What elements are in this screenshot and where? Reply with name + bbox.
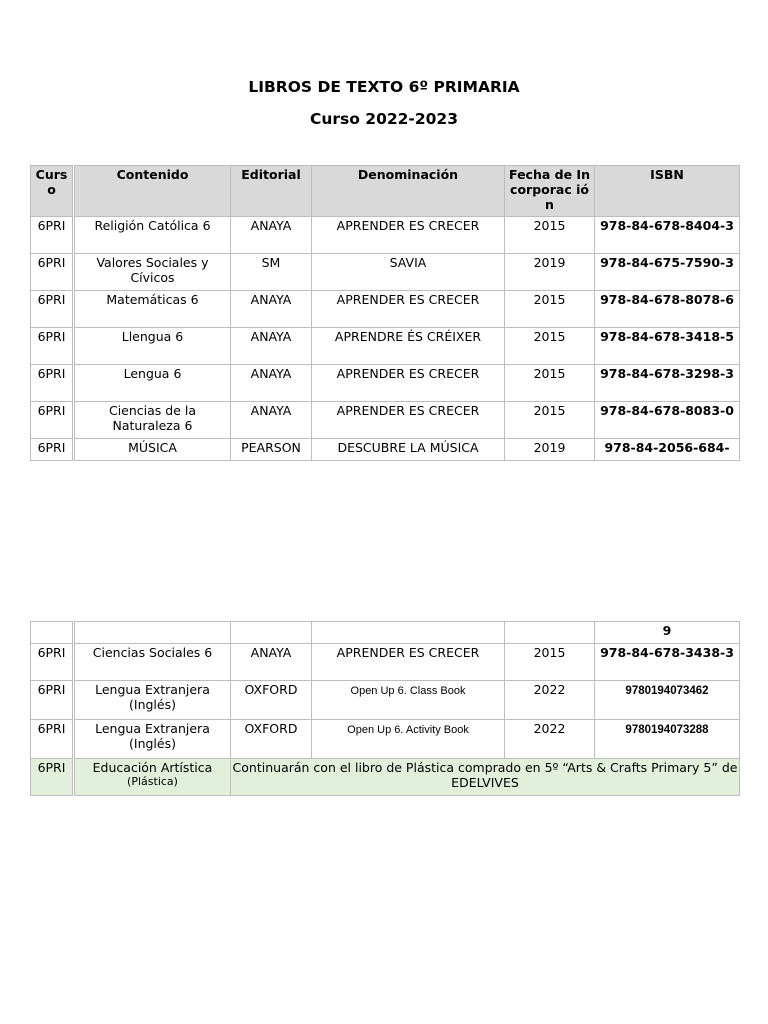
cell-curso: 6PRI	[31, 365, 74, 402]
cell-contenido: Lengua Extranjera (Inglés)	[74, 720, 231, 759]
cell-fecha: 2022	[505, 720, 595, 759]
cell-contenido: Llengua 6	[74, 328, 231, 365]
cell-contenido: Ciencias Sociales 6	[74, 644, 231, 681]
cell-curso: 6PRI	[31, 291, 74, 328]
cell-denominacion: APRENDER ES CRECER	[312, 365, 505, 402]
cell-isbn: 978-84-2056-684-	[595, 439, 740, 461]
table-row	[31, 439, 740, 461]
cell-editorial	[231, 622, 312, 644]
cell-fecha: 2015	[505, 644, 595, 681]
cell-denominacion: DESCUBRE LA MÚSICA	[312, 439, 505, 461]
cell-fecha: 2015	[505, 402, 595, 439]
cell-isbn: 978-84-675-7590-3	[595, 254, 740, 291]
document-title: LIBROS DE TEXTO 6º PRIMARIA	[248, 78, 520, 96]
cell-editorial: ANAYA	[231, 328, 312, 365]
cell-editorial: OXFORD	[231, 681, 312, 720]
cell-isbn: 978-84-678-8083-0	[595, 402, 740, 439]
cell-contenido: MÚSICA	[74, 439, 231, 461]
cell-denominacion: APRENDER ES CRECER	[312, 217, 505, 254]
cell-fecha: 2019	[505, 439, 595, 461]
cell-isbn: 9	[595, 622, 740, 644]
cell-curso: 6PRI	[31, 720, 74, 759]
table-header-row	[31, 166, 740, 217]
table-row	[31, 291, 740, 328]
cell-curso: 6PRI	[31, 217, 74, 254]
table-row	[31, 402, 740, 439]
cell-contenido: Lengua Extranjera (Inglés)	[74, 681, 231, 720]
cell-note: Continuarán con el libro de Plástica comprado en 5º “Arts & Crafts Primary 5” de EDELVIVES	[231, 759, 740, 796]
cell-contenido: Religión Católica 6	[74, 217, 231, 254]
table-row	[31, 217, 740, 254]
cell-curso: 6PRI	[31, 439, 74, 461]
table-row	[31, 720, 740, 759]
table-row	[31, 328, 740, 365]
cell-editorial: OXFORD	[231, 720, 312, 759]
cell-contenido-main: Educación Artística	[92, 760, 213, 775]
cell-fecha: 2015	[505, 328, 595, 365]
cell-contenido: Matemáticas 6	[74, 291, 231, 328]
cell-denominacion: APRENDER ES CRECER	[312, 644, 505, 681]
cell-fecha	[505, 622, 595, 644]
cell-contenido-sub: (Plástica)	[127, 775, 178, 788]
cell-contenido: Ciencias de la Naturaleza 6	[74, 402, 231, 439]
table-row	[31, 365, 740, 402]
cell-editorial: ANAYA	[231, 402, 312, 439]
cell-denominacion: Open Up 6. Class Book	[312, 681, 505, 720]
cell-curso: 6PRI	[31, 681, 74, 720]
cell-isbn: 978-84-678-3438-3	[595, 644, 740, 681]
cell-editorial: SM	[231, 254, 312, 291]
cell-curso: 6PRI	[31, 402, 74, 439]
cell-curso	[31, 622, 74, 644]
cell-denominacion: APRENDER ES CRECER	[312, 291, 505, 328]
cell-fecha: 2015	[505, 217, 595, 254]
cell-isbn: 978-84-678-3298-3	[595, 365, 740, 402]
cell-curso: 6PRI	[31, 254, 74, 291]
table-row	[31, 644, 740, 681]
cell-contenido: Valores Sociales y Cívicos	[74, 254, 231, 291]
header-fecha: Fecha de Incorporac ión	[505, 166, 595, 217]
header-editorial: Editorial	[231, 166, 312, 217]
cell-editorial: ANAYA	[231, 217, 312, 254]
cell-fecha: 2015	[505, 365, 595, 402]
document-subtitle: Curso 2022-2023	[309, 110, 459, 128]
cell-fecha: 2015	[505, 291, 595, 328]
table-row-artistica	[31, 759, 740, 796]
cell-editorial: ANAYA	[231, 644, 312, 681]
cell-denominacion	[312, 622, 505, 644]
cell-denominacion: APRENDER ES CRECER	[312, 402, 505, 439]
cell-contenido	[74, 622, 231, 644]
table-row-continuation	[31, 622, 740, 644]
cell-contenido: Lengua 6	[74, 365, 231, 402]
cell-curso: 6PRI	[31, 328, 74, 365]
cell-contenido	[74, 759, 231, 796]
header-contenido: Contenido	[74, 166, 231, 217]
cell-curso: 6PRI	[31, 644, 74, 681]
cell-curso: 6PRI	[31, 759, 74, 796]
textbooks-table	[30, 165, 740, 461]
cell-editorial: ANAYA	[231, 365, 312, 402]
cell-fecha: 2019	[505, 254, 595, 291]
cell-denominacion: Open Up 6. Activity Book	[312, 720, 505, 759]
cell-editorial: ANAYA	[231, 291, 312, 328]
cell-isbn: 978-84-678-3418-5	[595, 328, 740, 365]
cell-fecha: 2022	[505, 681, 595, 720]
header-denominacion: Denominación	[312, 166, 505, 217]
cell-isbn: 978-84-678-8404-3	[595, 217, 740, 254]
textbooks-table-continued	[30, 621, 740, 796]
header-curso: Curs o	[31, 166, 74, 217]
table-row	[31, 254, 740, 291]
cell-denominacion: APRENDRE ÉS CRÉIXER	[312, 328, 505, 365]
header-isbn: ISBN	[595, 166, 740, 217]
table-row	[31, 681, 740, 720]
cell-denominacion: SAVIA	[312, 254, 505, 291]
cell-isbn: 9780194073288	[595, 720, 740, 759]
cell-editorial: PEARSON	[231, 439, 312, 461]
cell-isbn: 978-84-678-8078-6	[595, 291, 740, 328]
cell-isbn: 9780194073462	[595, 681, 740, 720]
